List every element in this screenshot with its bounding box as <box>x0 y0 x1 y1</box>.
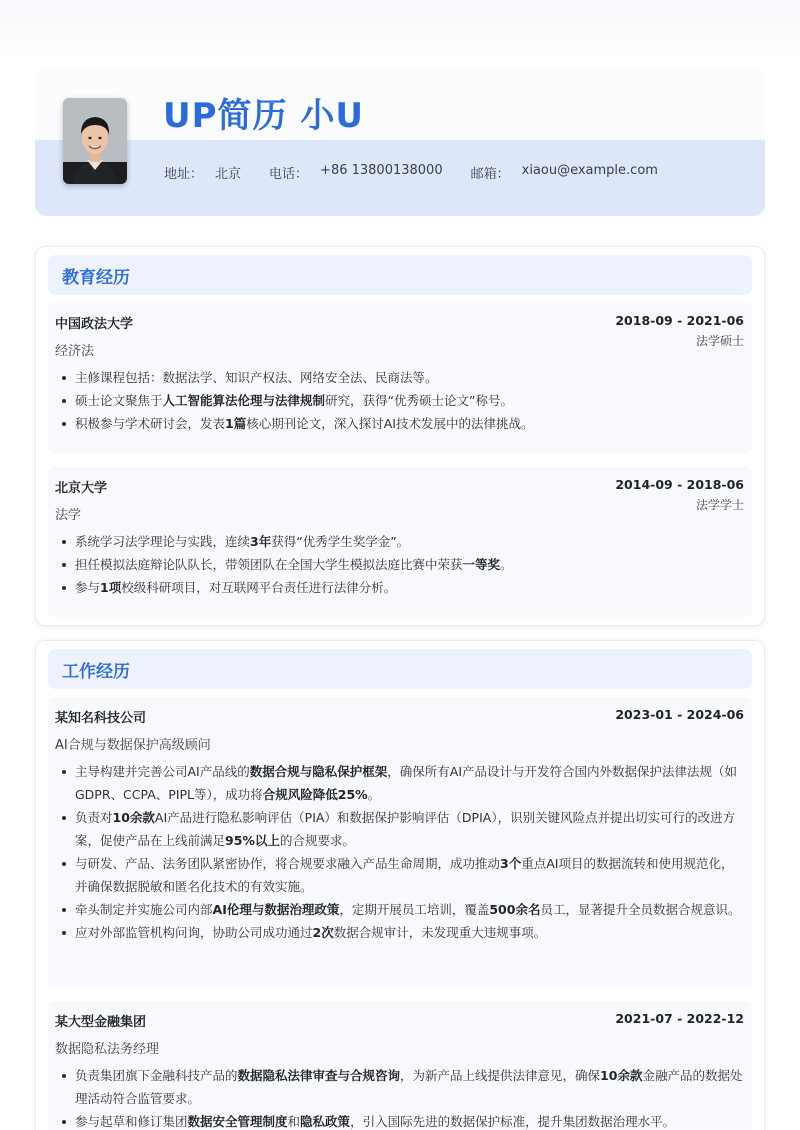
company-name: 某大型金融集团 <box>55 1015 147 1030</box>
bullet-list <box>55 530 745 599</box>
bullet-item: 积极参与学术研讨会，发表1篇核心期刊论文，深入探讨AI技术发展中的法律挑战。 <box>55 412 745 435</box>
school-name: 北京大学 <box>55 481 108 496</box>
date-range: 2014-09 - 2018-06 <box>615 477 744 492</box>
bullet-item: 主导构建并完善公司AI产品线的数据合规与隐私保护框架，确保所有AI产品设计与开发符合国内外数据保护法律法规（如GDPR、CCPA、PIPL等），成功将合规风险降低25%。 <box>55 760 745 806</box>
job-title: AI合规与数据保护高级顾问 <box>55 738 211 753</box>
major: 法学 <box>55 508 82 523</box>
section-title: 教育经历 <box>62 267 130 288</box>
date-range: 2023-01 - 2024-06 <box>615 707 744 722</box>
resume-header <box>35 66 765 216</box>
contact-value: 北京 <box>215 167 242 182</box>
education-section <box>35 246 765 626</box>
contact-info <box>164 163 658 182</box>
bullet-list <box>55 1064 745 1130</box>
date-range: 2018-09 - 2021-06 <box>615 313 744 328</box>
bullet-list <box>55 760 745 944</box>
work-entry <box>48 697 752 987</box>
bullet-item: 负责集团旗下金融科技产品的数据隐私法律审查与合规咨询，为新产品上线提供法律意见，确保10余款金融产品的数据处理活动符合监管要求。 <box>55 1064 745 1110</box>
bullet-item: 主修课程包括：数据法学、知识产权法、网络安全法、民商法等。 <box>55 366 745 389</box>
job-title: 数据隐私法务经理 <box>55 1042 160 1057</box>
bullet-list <box>55 366 745 435</box>
bullet-item: 参与1项校级科研项目，对互联网平台责任进行法律分析。 <box>55 576 745 599</box>
contact-label: 电话： <box>269 167 309 182</box>
bullet-item: 与研发、产品、法务团队紧密协作，将合规要求融入产品生命周期，成功推动3个重点AI项目的数据流转和使用规范化，并确保数据脱敏和匿名化技术的有效实施。 <box>55 852 745 898</box>
education-entry <box>48 467 752 617</box>
work-entry <box>48 1001 752 1130</box>
contact-label: 地址： <box>164 167 204 182</box>
date-range: 2021-07 - 2022-12 <box>615 1011 744 1026</box>
bullet-item: 硕士论文聚焦于人工智能算法伦理与法律规制研究，获得“优秀硕士论文”称号。 <box>55 389 745 412</box>
section-header <box>48 649 752 689</box>
bullet-item: 系统学习法学理论与实践，连续3年获得“优秀学生奖学金”。 <box>55 530 745 553</box>
bullet-item: 担任模拟法庭辩论队队长，带领团队在全国大学生模拟法庭比赛中荣获一等奖。 <box>55 553 745 576</box>
contact-phone <box>269 163 443 182</box>
company-name: 某知名科技公司 <box>55 711 147 726</box>
contact-email <box>471 163 658 182</box>
candidate-name: UP简历 小U <box>163 96 364 136</box>
avatar-photo <box>63 98 127 184</box>
degree: 法学学士 <box>695 498 744 512</box>
work-section <box>35 640 765 1130</box>
education-entry <box>48 303 752 453</box>
bullet-item: 牵头制定并实施公司内部AI伦理与数据治理政策，定期开展员工培训，覆盖500余名员工，显著提升全员数据合规意识。 <box>55 898 745 921</box>
contact-value: +86 13800138000 <box>320 163 443 178</box>
major: 经济法 <box>55 344 95 359</box>
contact-label: 邮箱： <box>470 167 510 182</box>
contact-address <box>164 163 241 182</box>
section-header <box>48 255 752 295</box>
bullet-item: 参与起草和修订集团数据安全管理制度和隐私政策，引入国际先进的数据保护标准，提升集团数据治理水平。 <box>55 1110 745 1130</box>
school-name: 中国政法大学 <box>55 317 134 332</box>
degree: 法学硕士 <box>695 334 744 348</box>
bullet-item: 负责对10余款AI产品进行隐私影响评估（PIA）和数据保护影响评估（DPIA），识别关键风险点并提出切实可行的改进方案，促使产品在上线前满足95%以上的合规要求。 <box>55 806 745 852</box>
section-title: 工作经历 <box>62 661 130 682</box>
bullet-item: 应对外部监管机构问询，协助公司成功通过2次数据合规审计，未发现重大违规事项。 <box>55 921 745 944</box>
contact-value[interactable]: xiaou@example.com <box>521 163 658 178</box>
